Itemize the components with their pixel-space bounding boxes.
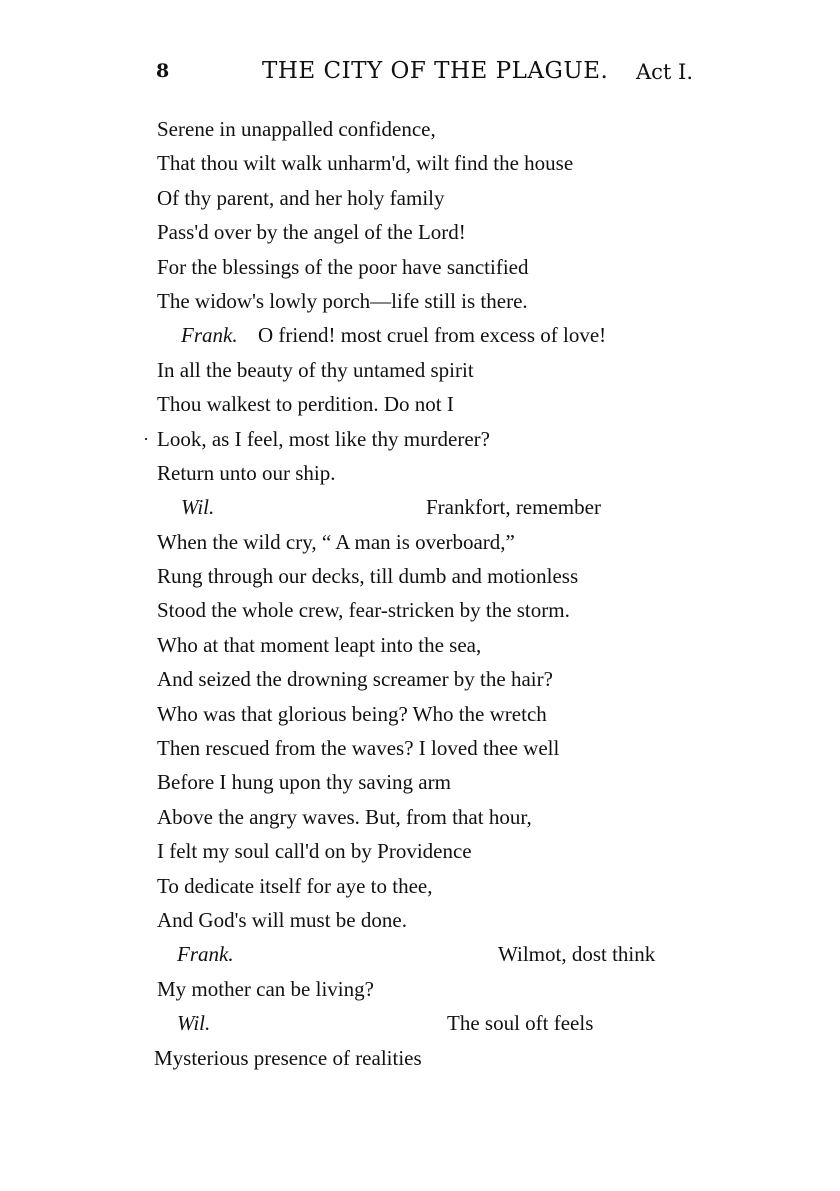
line-text: The soul oft feels: [447, 1011, 594, 1036]
line-text: Pass'd over by the angel of the Lord!: [157, 220, 466, 245]
verse-line: [0, 903, 840, 937]
line-text: Wilmot, dost think: [498, 942, 656, 967]
line-text: And seized the drowning screamer by the hair?: [157, 667, 553, 692]
verse-line: [0, 972, 840, 1006]
line-text: Before I hung upon thy saving arm: [157, 770, 451, 795]
line-text: Serene in unappalled confidence,: [157, 117, 436, 141]
verse-line: [0, 318, 840, 352]
verse-line: [0, 1041, 840, 1075]
line-text: O friend! most cruel from excess of love!: [258, 323, 607, 348]
line-text: Look, as I feel, most like thy murderer?: [157, 426, 490, 451]
line-text: Rung through our decks, till dumb and motionless: [157, 564, 579, 589]
verse-line: [0, 146, 840, 180]
line-text: Stood the whole crew, fear-stricken by the storm.: [157, 598, 570, 623]
verse-line: [0, 834, 840, 868]
speaker-name: Wil.: [181, 495, 215, 520]
verse-line: [0, 628, 840, 662]
speaker-name: Wil.: [177, 1011, 211, 1036]
page-number: 8: [156, 60, 170, 82]
line-text: Return unto our ship.: [157, 460, 336, 485]
verse-line: [0, 181, 840, 215]
verse-line: [0, 937, 840, 971]
verse-line: [0, 284, 840, 318]
line-text: My mother can be living?: [157, 976, 374, 1001]
margin-mark: ·: [143, 428, 149, 449]
running-header: [0, 58, 840, 94]
verse-line: [0, 731, 840, 765]
line-text: Thou walkest to perdition. Do not I: [157, 392, 454, 417]
act-label: Act I.: [636, 60, 694, 84]
verse-line: [0, 525, 840, 559]
verse-line: [0, 490, 840, 524]
line-text: And God's will must be done.: [157, 907, 407, 932]
line-text: Of thy parent, and her holy family: [157, 185, 445, 210]
speaker-name: Frank.: [181, 323, 238, 348]
verse-line: [0, 456, 840, 490]
verse-line: [0, 697, 840, 731]
verse-line: [0, 869, 840, 903]
line-text: That thou wilt walk unharm'd, wilt find the house: [157, 151, 574, 176]
line-text: The widow's lowly porch—life still is there.: [157, 288, 528, 313]
verse-line: [0, 387, 840, 421]
line-text: Who was that glorious being? Who the wretch: [157, 701, 547, 726]
verse-line: [0, 765, 840, 799]
speaker-name: Frank.: [177, 942, 234, 967]
line-text: Who at that moment leapt into the sea,: [157, 632, 482, 657]
running-title: THE CITY OF THE PLAGUE.: [262, 58, 609, 84]
verse-line: [0, 662, 840, 696]
line-text: For the blessings of the poor have sanctified: [157, 254, 529, 279]
verse-line: [0, 593, 840, 627]
verse-line: [0, 559, 840, 593]
verse-line: [0, 800, 840, 834]
verse-line: [0, 353, 840, 387]
line-text: When the wild cry, “ A man is overboard,”: [157, 529, 515, 554]
line-text: To dedicate itself for aye to thee,: [157, 873, 433, 898]
line-text: I felt my soul call'd on by Providence: [157, 839, 472, 864]
line-text: Then rescued from the waves? I loved thee well: [157, 736, 560, 761]
line-text: In all the beauty of thy untamed spirit: [157, 357, 474, 382]
verse-line: [0, 250, 840, 284]
verse-line: [0, 112, 840, 146]
line-text: Frankfort, remember: [426, 495, 601, 520]
verse-text: [0, 112, 840, 1075]
line-text: Mysterious presence of realities: [154, 1045, 422, 1070]
verse-line: [0, 215, 840, 249]
line-text: Above the angry waves. But, from that hour,: [157, 804, 532, 829]
verse-line: [0, 422, 840, 456]
verse-line: [0, 1006, 840, 1040]
